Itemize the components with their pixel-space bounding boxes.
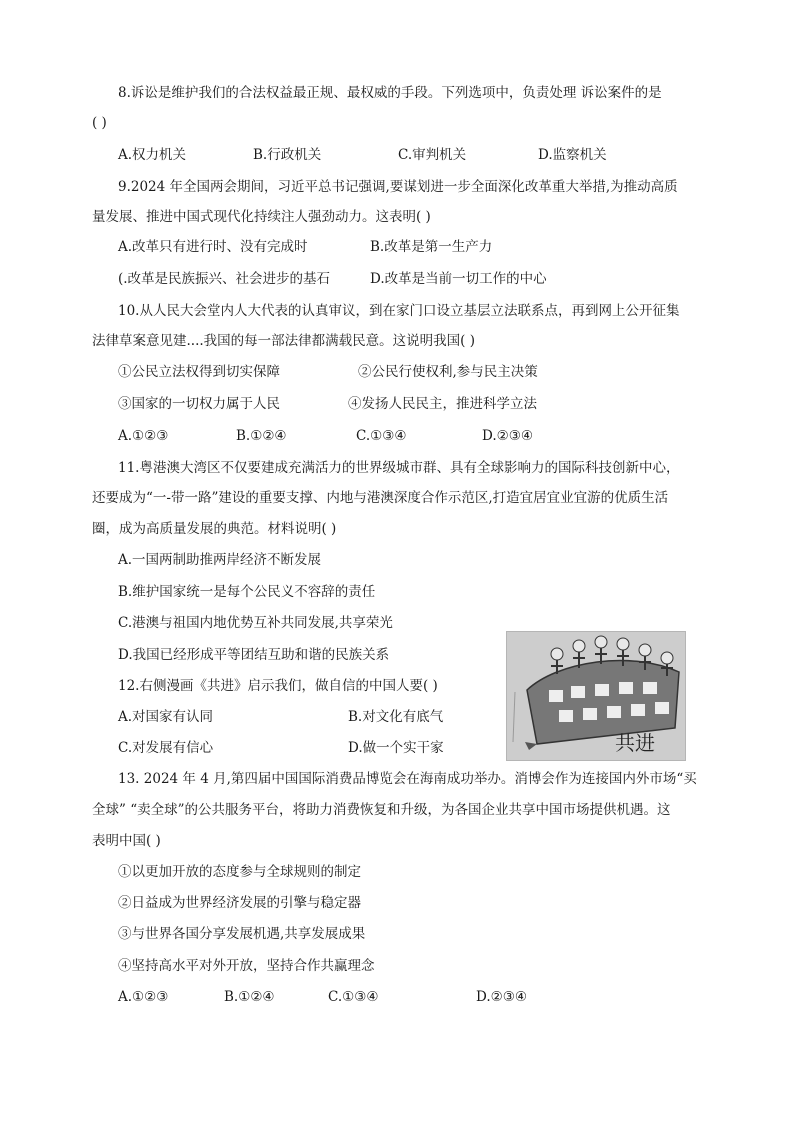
q12-option-c: C.对发展有信心 xyxy=(118,740,214,756)
q13-stem-line-2: 全球” “卖全球”的公共服务平台，将助力消费恢复和升级，为各国企业共享中国市场提供机遇。这 xyxy=(92,802,671,818)
q11-option-a: A.一国两制助推两岸经济不断发展 xyxy=(118,552,322,568)
q12-stem-line-1: 12.右侧漫画《共进》启示我们，做自信的中国人要( ) xyxy=(118,678,438,694)
q13-option-a: A.①②③ xyxy=(118,989,169,1005)
q9-option-b: B.改革是第一生产力 xyxy=(370,239,493,255)
q10-option-a: A.①②③ xyxy=(118,428,169,444)
q10-statement-4: ④发扬人民民主，推进科学立法 xyxy=(348,396,537,412)
q13-stem-line-1: 13. 2024 年 4 月,第四届中国国际消费品博览会在海南成功举办。消博会作为连接国内外市场“买 xyxy=(118,771,697,787)
q8-option-c: C.审判机关 xyxy=(398,147,467,163)
q10-option-d: D.②③④ xyxy=(482,428,533,444)
q13-statement-1: ①以更加开放的态度参与全球规则的制定 xyxy=(118,864,361,880)
q10-statement-3: ③国家的一切权力属于人民 xyxy=(118,396,280,412)
q12-option-b: B.对文化有底气 xyxy=(348,709,444,725)
q11-option-d: D.我国已经形成平等团结互助和谐的民族关系 xyxy=(118,647,390,663)
q10-stem-line-1: 10.从人民大会堂内人大代表的认真审议，到在家门口设立基层立法联系点，再到网上公开征集 xyxy=(118,303,680,319)
q9-stem-line-1: 9.2024 年全国两会期间，习近平总书记强调,要谋划进一步全面深化改革重大举措,为推动高质 xyxy=(118,179,678,195)
q11-option-b: B.维护国家统一是每个公民义不容辞的责任 xyxy=(118,584,376,600)
q13-option-b: B.①②④ xyxy=(224,989,275,1005)
q10-option-b: B.①②④ xyxy=(236,428,287,444)
cartoon-caption: 共进 xyxy=(615,731,655,755)
q13-option-c: C.①③④ xyxy=(328,989,379,1005)
q13-stem-line-3: 表明中国( ) xyxy=(92,833,161,849)
q11-option-c: C.港澳与祖国内地优势互补共同发展,共享荣光 xyxy=(118,615,393,631)
q8-option-a: A.权力机关 xyxy=(118,147,187,163)
q10-stem-line-2: 法律草案意见建....我国的每一部法律都满载民意。这说明我国( ) xyxy=(92,333,475,349)
q11-stem-line-1: 11.粤港澳大湾区不仅要建成充满活力的世界级城市群、具有全球影响力的国际科技创新中心， xyxy=(118,460,680,476)
q9-option-d: D.改革是当前一切工作的中心 xyxy=(370,271,547,287)
q10-statement-2: ②公民行使权利,参与民主决策 xyxy=(358,364,538,380)
q10-statement-1: ①公民立法权得到切实保障 xyxy=(118,364,280,380)
gongjin-cartoon xyxy=(506,631,686,761)
q8-option-b: B.行政机关 xyxy=(253,147,322,163)
q8-stem-line-2: ( ) xyxy=(92,115,107,131)
cartoon-illustration xyxy=(507,632,685,760)
q9-option-a: A.改革只有进行时、没有完成时 xyxy=(118,239,308,255)
q9-stem-line-2: 量发展、推进中国式现代化持续注人强劲动力。这表明( ) xyxy=(92,209,431,225)
q11-stem-line-2: 还要成为“一-带一路”建设的重要支撑、内地与港澳深度合作示范区,打造宜居宜业宜游的优质生活 xyxy=(92,490,669,506)
q12-option-a: A.对国家有认同 xyxy=(118,709,214,725)
q8-stem-line-1: 8.诉讼是维护我们的合法权益最正规、最权威的手段。下列选项中，负责处理 诉讼案件的是 xyxy=(118,85,662,101)
q13-statement-3: ③与世界各国分享发展机遇,共享发展成果 xyxy=(118,926,366,942)
q12-option-d: D.做一个实干家 xyxy=(348,740,444,756)
q13-option-d: D.②③④ xyxy=(476,989,527,1005)
q13-statement-4: ④坚持高水平对外开放，坚持合作共赢理念 xyxy=(118,958,375,974)
q9-option-c: (.改革是民族振兴、社会进步的基石 xyxy=(118,271,331,287)
q13-statement-2: ②日益成为世界经济发展的引擎与稳定器 xyxy=(118,895,361,911)
q8-option-d: D.监察机关 xyxy=(538,147,607,163)
q10-option-c: C.①③④ xyxy=(356,428,407,444)
q11-stem-line-3: 圈，成为高质量发展的典范。材料说明( ) xyxy=(92,521,337,537)
